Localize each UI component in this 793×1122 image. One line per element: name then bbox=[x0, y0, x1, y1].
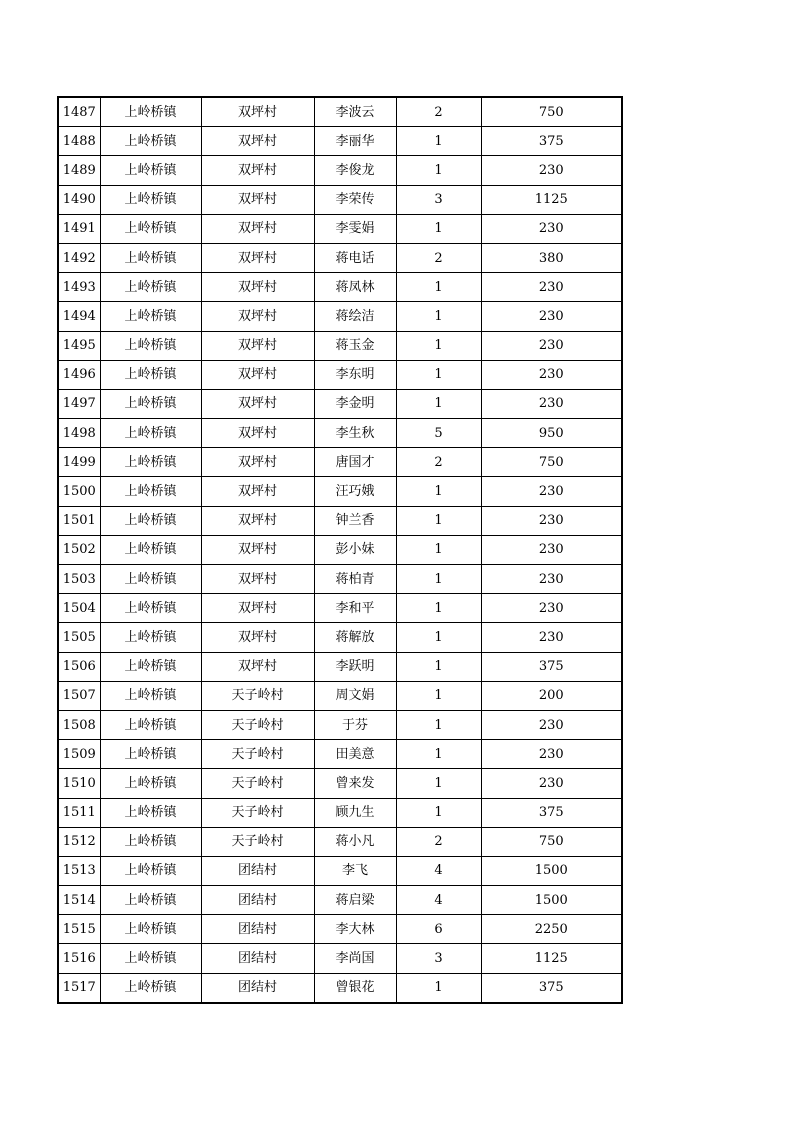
table-row bbox=[58, 302, 622, 331]
cell-village: 双坪村 bbox=[201, 419, 314, 448]
cell-count: 1 bbox=[396, 740, 481, 769]
cell-name: 李金明 bbox=[314, 389, 396, 418]
cell-village: 双坪村 bbox=[201, 302, 314, 331]
cell-name: 李雯娟 bbox=[314, 214, 396, 243]
cell-count: 4 bbox=[396, 856, 481, 885]
cell-town: 上岭桥镇 bbox=[100, 243, 201, 272]
cell-town: 上岭桥镇 bbox=[100, 681, 201, 710]
cell-town: 上岭桥镇 bbox=[100, 273, 201, 302]
cell-count: 4 bbox=[396, 886, 481, 915]
cell-id: 1502 bbox=[58, 535, 100, 564]
cell-village: 双坪村 bbox=[201, 185, 314, 214]
cell-village: 双坪村 bbox=[201, 214, 314, 243]
cell-id: 1489 bbox=[58, 156, 100, 185]
cell-amount: 750 bbox=[481, 827, 622, 856]
cell-name: 李跃明 bbox=[314, 652, 396, 681]
cell-town: 上岭桥镇 bbox=[100, 477, 201, 506]
cell-name: 蒋解放 bbox=[314, 623, 396, 652]
cell-count: 1 bbox=[396, 798, 481, 827]
cell-name: 唐国才 bbox=[314, 448, 396, 477]
cell-count: 1 bbox=[396, 477, 481, 506]
cell-town: 上岭桥镇 bbox=[100, 127, 201, 156]
cell-id: 1490 bbox=[58, 185, 100, 214]
cell-id: 1499 bbox=[58, 448, 100, 477]
cell-amount: 230 bbox=[481, 506, 622, 535]
cell-id: 1511 bbox=[58, 798, 100, 827]
cell-town: 上岭桥镇 bbox=[100, 506, 201, 535]
table-row bbox=[58, 156, 622, 185]
cell-count: 1 bbox=[396, 565, 481, 594]
cell-amount: 230 bbox=[481, 565, 622, 594]
cell-count: 1 bbox=[396, 127, 481, 156]
cell-town: 上岭桥镇 bbox=[100, 360, 201, 389]
cell-id: 1512 bbox=[58, 827, 100, 856]
data-table bbox=[57, 96, 623, 1004]
cell-village: 团结村 bbox=[201, 886, 314, 915]
cell-name: 李丽华 bbox=[314, 127, 396, 156]
table-row bbox=[58, 798, 622, 827]
cell-village: 团结村 bbox=[201, 915, 314, 944]
cell-count: 1 bbox=[396, 156, 481, 185]
table-row bbox=[58, 769, 622, 798]
cell-town: 上岭桥镇 bbox=[100, 214, 201, 243]
cell-count: 1 bbox=[396, 973, 481, 1003]
cell-village: 团结村 bbox=[201, 856, 314, 885]
cell-village: 天子岭村 bbox=[201, 710, 314, 739]
cell-id: 1498 bbox=[58, 419, 100, 448]
cell-name: 蒋玉金 bbox=[314, 331, 396, 360]
cell-town: 上岭桥镇 bbox=[100, 185, 201, 214]
cell-name: 田美意 bbox=[314, 740, 396, 769]
cell-town: 上岭桥镇 bbox=[100, 944, 201, 973]
cell-town: 上岭桥镇 bbox=[100, 710, 201, 739]
cell-town: 上岭桥镇 bbox=[100, 973, 201, 1003]
cell-town: 上岭桥镇 bbox=[100, 769, 201, 798]
cell-village: 天子岭村 bbox=[201, 798, 314, 827]
cell-amount: 375 bbox=[481, 798, 622, 827]
cell-town: 上岭桥镇 bbox=[100, 798, 201, 827]
cell-name: 李和平 bbox=[314, 594, 396, 623]
cell-village: 双坪村 bbox=[201, 448, 314, 477]
cell-town: 上岭桥镇 bbox=[100, 97, 201, 127]
table-row bbox=[58, 389, 622, 418]
cell-amount: 750 bbox=[481, 448, 622, 477]
cell-name: 顾九生 bbox=[314, 798, 396, 827]
cell-village: 双坪村 bbox=[201, 535, 314, 564]
cell-name: 李生秋 bbox=[314, 419, 396, 448]
cell-amount: 950 bbox=[481, 419, 622, 448]
cell-name: 蒋启梁 bbox=[314, 886, 396, 915]
cell-amount: 200 bbox=[481, 681, 622, 710]
cell-name: 曾银花 bbox=[314, 973, 396, 1003]
cell-town: 上岭桥镇 bbox=[100, 331, 201, 360]
cell-village: 双坪村 bbox=[201, 565, 314, 594]
cell-amount: 230 bbox=[481, 535, 622, 564]
cell-name: 李东明 bbox=[314, 360, 396, 389]
cell-id: 1510 bbox=[58, 769, 100, 798]
cell-name: 蒋小凡 bbox=[314, 827, 396, 856]
cell-count: 2 bbox=[396, 97, 481, 127]
cell-village: 双坪村 bbox=[201, 360, 314, 389]
cell-amount: 230 bbox=[481, 302, 622, 331]
cell-village: 天子岭村 bbox=[201, 769, 314, 798]
table-row bbox=[58, 623, 622, 652]
cell-town: 上岭桥镇 bbox=[100, 623, 201, 652]
cell-town: 上岭桥镇 bbox=[100, 565, 201, 594]
cell-amount: 230 bbox=[481, 360, 622, 389]
cell-count: 3 bbox=[396, 944, 481, 973]
cell-count: 1 bbox=[396, 710, 481, 739]
cell-town: 上岭桥镇 bbox=[100, 915, 201, 944]
cell-id: 1509 bbox=[58, 740, 100, 769]
table-row bbox=[58, 594, 622, 623]
cell-village: 双坪村 bbox=[201, 652, 314, 681]
cell-town: 上岭桥镇 bbox=[100, 419, 201, 448]
cell-id: 1517 bbox=[58, 973, 100, 1003]
cell-count: 1 bbox=[396, 769, 481, 798]
cell-village: 双坪村 bbox=[201, 273, 314, 302]
cell-id: 1497 bbox=[58, 389, 100, 418]
cell-id: 1494 bbox=[58, 302, 100, 331]
cell-count: 1 bbox=[396, 214, 481, 243]
cell-id: 1514 bbox=[58, 886, 100, 915]
cell-name: 蒋绘洁 bbox=[314, 302, 396, 331]
cell-count: 2 bbox=[396, 243, 481, 272]
cell-id: 1492 bbox=[58, 243, 100, 272]
cell-village: 双坪村 bbox=[201, 97, 314, 127]
cell-id: 1515 bbox=[58, 915, 100, 944]
cell-count: 3 bbox=[396, 185, 481, 214]
table-row bbox=[58, 331, 622, 360]
cell-count: 1 bbox=[396, 652, 481, 681]
cell-name: 李荣传 bbox=[314, 185, 396, 214]
cell-amount: 230 bbox=[481, 710, 622, 739]
cell-count: 1 bbox=[396, 331, 481, 360]
cell-name: 蒋电话 bbox=[314, 243, 396, 272]
cell-amount: 230 bbox=[481, 769, 622, 798]
cell-town: 上岭桥镇 bbox=[100, 535, 201, 564]
cell-town: 上岭桥镇 bbox=[100, 156, 201, 185]
cell-village: 双坪村 bbox=[201, 477, 314, 506]
cell-id: 1501 bbox=[58, 506, 100, 535]
cell-name: 周文娟 bbox=[314, 681, 396, 710]
cell-amount: 230 bbox=[481, 273, 622, 302]
cell-count: 1 bbox=[396, 389, 481, 418]
cell-count: 1 bbox=[396, 535, 481, 564]
cell-count: 1 bbox=[396, 594, 481, 623]
cell-id: 1506 bbox=[58, 652, 100, 681]
cell-id: 1504 bbox=[58, 594, 100, 623]
cell-name: 蒋柏青 bbox=[314, 565, 396, 594]
cell-amount: 230 bbox=[481, 389, 622, 418]
cell-name: 汪巧娥 bbox=[314, 477, 396, 506]
table-row bbox=[58, 185, 622, 214]
cell-id: 1487 bbox=[58, 97, 100, 127]
cell-id: 1496 bbox=[58, 360, 100, 389]
cell-count: 1 bbox=[396, 623, 481, 652]
cell-id: 1488 bbox=[58, 127, 100, 156]
cell-id: 1500 bbox=[58, 477, 100, 506]
cell-count: 5 bbox=[396, 419, 481, 448]
cell-amount: 1125 bbox=[481, 185, 622, 214]
table-row bbox=[58, 565, 622, 594]
cell-id: 1505 bbox=[58, 623, 100, 652]
cell-count: 1 bbox=[396, 273, 481, 302]
table-row bbox=[58, 535, 622, 564]
cell-name: 李波云 bbox=[314, 97, 396, 127]
cell-village: 天子岭村 bbox=[201, 827, 314, 856]
table-row bbox=[58, 886, 622, 915]
table-row bbox=[58, 506, 622, 535]
cell-town: 上岭桥镇 bbox=[100, 856, 201, 885]
cell-amount: 230 bbox=[481, 477, 622, 506]
table-row bbox=[58, 360, 622, 389]
cell-id: 1513 bbox=[58, 856, 100, 885]
table-body bbox=[58, 97, 622, 1003]
cell-amount: 230 bbox=[481, 331, 622, 360]
cell-amount: 375 bbox=[481, 973, 622, 1003]
cell-id: 1516 bbox=[58, 944, 100, 973]
cell-name: 李大林 bbox=[314, 915, 396, 944]
cell-village: 双坪村 bbox=[201, 506, 314, 535]
table-row bbox=[58, 273, 622, 302]
cell-town: 上岭桥镇 bbox=[100, 448, 201, 477]
cell-amount: 380 bbox=[481, 243, 622, 272]
table-row bbox=[58, 856, 622, 885]
cell-name: 李尚国 bbox=[314, 944, 396, 973]
cell-id: 1495 bbox=[58, 331, 100, 360]
table-row bbox=[58, 740, 622, 769]
table-row bbox=[58, 448, 622, 477]
cell-amount: 230 bbox=[481, 214, 622, 243]
cell-amount: 2250 bbox=[481, 915, 622, 944]
table-row bbox=[58, 419, 622, 448]
table-row bbox=[58, 710, 622, 739]
cell-town: 上岭桥镇 bbox=[100, 302, 201, 331]
cell-id: 1508 bbox=[58, 710, 100, 739]
cell-village: 双坪村 bbox=[201, 389, 314, 418]
cell-amount: 750 bbox=[481, 97, 622, 127]
cell-town: 上岭桥镇 bbox=[100, 594, 201, 623]
table-row bbox=[58, 652, 622, 681]
cell-name: 彭小妹 bbox=[314, 535, 396, 564]
table-row bbox=[58, 243, 622, 272]
cell-name: 曾来发 bbox=[314, 769, 396, 798]
cell-village: 双坪村 bbox=[201, 623, 314, 652]
cell-id: 1503 bbox=[58, 565, 100, 594]
table-row bbox=[58, 681, 622, 710]
cell-town: 上岭桥镇 bbox=[100, 389, 201, 418]
cell-village: 双坪村 bbox=[201, 331, 314, 360]
cell-village: 团结村 bbox=[201, 944, 314, 973]
cell-village: 双坪村 bbox=[201, 127, 314, 156]
cell-count: 1 bbox=[396, 360, 481, 389]
cell-village: 双坪村 bbox=[201, 594, 314, 623]
cell-town: 上岭桥镇 bbox=[100, 886, 201, 915]
cell-count: 2 bbox=[396, 448, 481, 477]
table-row bbox=[58, 214, 622, 243]
cell-count: 2 bbox=[396, 827, 481, 856]
cell-amount: 1125 bbox=[481, 944, 622, 973]
cell-amount: 230 bbox=[481, 156, 622, 185]
cell-name: 蒋凤林 bbox=[314, 273, 396, 302]
cell-name: 李俊龙 bbox=[314, 156, 396, 185]
cell-village: 天子岭村 bbox=[201, 740, 314, 769]
cell-name: 李飞 bbox=[314, 856, 396, 885]
table-row bbox=[58, 827, 622, 856]
cell-count: 1 bbox=[396, 681, 481, 710]
cell-village: 双坪村 bbox=[201, 156, 314, 185]
table-row bbox=[58, 127, 622, 156]
cell-village: 双坪村 bbox=[201, 243, 314, 272]
cell-village: 团结村 bbox=[201, 973, 314, 1003]
cell-village: 天子岭村 bbox=[201, 681, 314, 710]
table-row bbox=[58, 944, 622, 973]
cell-count: 6 bbox=[396, 915, 481, 944]
cell-town: 上岭桥镇 bbox=[100, 652, 201, 681]
cell-town: 上岭桥镇 bbox=[100, 740, 201, 769]
cell-amount: 230 bbox=[481, 623, 622, 652]
cell-name: 于芬 bbox=[314, 710, 396, 739]
cell-amount: 1500 bbox=[481, 856, 622, 885]
cell-amount: 375 bbox=[481, 652, 622, 681]
cell-id: 1491 bbox=[58, 214, 100, 243]
cell-id: 1493 bbox=[58, 273, 100, 302]
cell-amount: 230 bbox=[481, 594, 622, 623]
table-row bbox=[58, 477, 622, 506]
table-row bbox=[58, 973, 622, 1003]
cell-amount: 375 bbox=[481, 127, 622, 156]
cell-amount: 1500 bbox=[481, 886, 622, 915]
cell-id: 1507 bbox=[58, 681, 100, 710]
cell-amount: 230 bbox=[481, 740, 622, 769]
table-row bbox=[58, 97, 622, 127]
cell-count: 1 bbox=[396, 302, 481, 331]
cell-name: 钟兰香 bbox=[314, 506, 396, 535]
cell-count: 1 bbox=[396, 506, 481, 535]
cell-town: 上岭桥镇 bbox=[100, 827, 201, 856]
table-row bbox=[58, 915, 622, 944]
